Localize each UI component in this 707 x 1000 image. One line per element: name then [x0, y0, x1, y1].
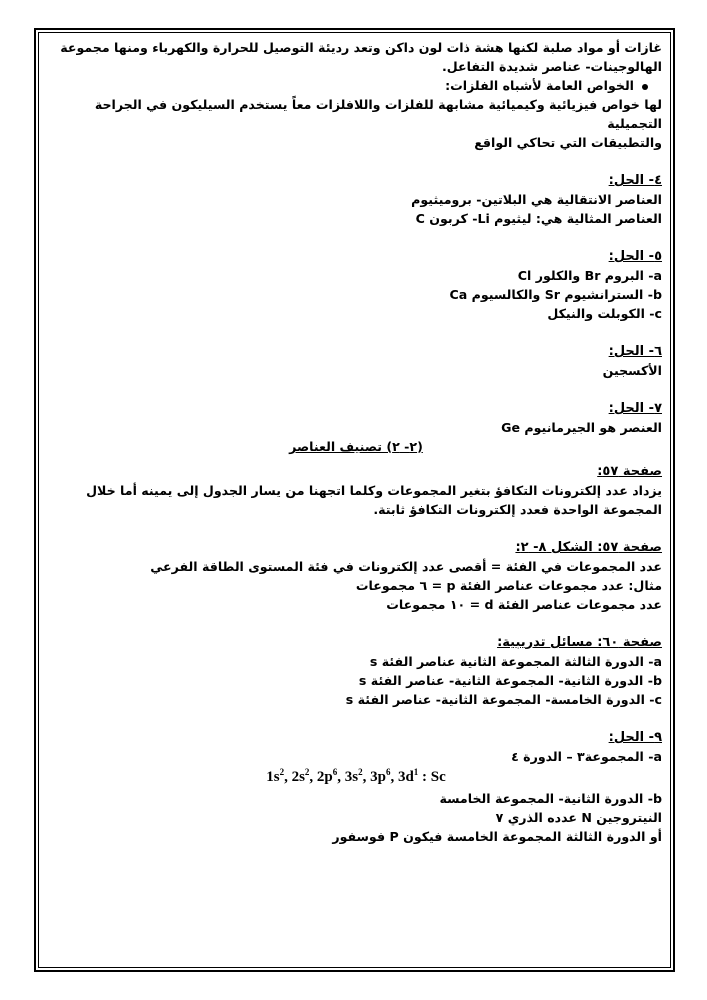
text-line: b- السترانشيوم Sr والكالسيوم Ca — [449, 287, 662, 302]
text-line: a- البروم Br والكلور Cl — [517, 268, 662, 283]
text-line: النيتروجين N عدده الذري ٧ — [495, 810, 662, 825]
text-line: غازات أو مواد صلبة لكنها هشة ذات لون داكن وتعد رديئة التوصيل للحرارة والكهرباء ومنها مجموعة — [60, 40, 662, 55]
text-line: يزداد عدد إلكترونات التكافؤ بتغير المجموعات وكلما اتجهنا من يسار الجدول إلى يمينه أما خلال — [86, 483, 662, 498]
answer-heading-7: ٧- الحل: — [608, 401, 662, 416]
text-line: العناصر المثالية هي: ليثيوم Li- كربون C — [415, 211, 662, 226]
answer-heading-6: ٦- الحل: — [608, 344, 662, 359]
text-line: عدد مجموعات عناصر الفئة d = ١٠ مجموعات — [386, 597, 662, 612]
electron-configuration: $1s^2$, $2s^2$, $2p^6$, $3s^2$, $3p^6$, $3d^1$ : Sc — [266, 767, 446, 785]
text-line: b- الدورة الثانية- المجموعة الثانية- عناصر الفئة s — [358, 673, 662, 688]
text-line: b- الدورة الثانية- المجموعة الخامسة — [439, 791, 662, 806]
answer-heading-5: ٥- الحل: — [608, 249, 662, 264]
bullet-line — [50, 76, 662, 95]
page-heading-60: صفحة ٦٠: مسائل تدريبية: — [497, 635, 662, 650]
text-line: عدد المجموعات في الفئة = أقصى عدد إلكترونات في فئة المستوى الطاقة الفرعي — [150, 559, 662, 574]
page-heading-57-figure: صفحة ٥٧: الشكل ٨- ٢: — [515, 540, 662, 555]
text-line: لها خواص فيزيائية وكيميائية مشابهة للفلزات واللافلزات معاً يستخدم السيليكون في الجراحة التجميلية — [94, 97, 662, 131]
section-title: (٢- ٢) تصنيف العناصر — [289, 439, 423, 454]
text-line: الهالوجينات- عناصر شديدة التفاعل. — [441, 59, 662, 74]
text-line: المجموعة الواحدة فعدد إلكترونات التكافؤ ثابتة. — [373, 502, 662, 517]
bullet-icon — [642, 84, 648, 90]
text-line: مثال: عدد مجموعات عناصر الفئة p = ٦ مجموعات — [355, 578, 662, 593]
text-line: c- الدورة الخامسة- المجموعة الثانية- عناصر الفئة s — [345, 692, 662, 707]
text-line: أو الدورة الثالثة المجموعة الخامسة فيكون P فوسفور — [332, 829, 662, 844]
text-line: c- الكوبلت والنيكل — [547, 306, 662, 321]
page-heading-57: صفحة ٥٧: — [597, 464, 662, 479]
text-line: والتطبيقات التي تحاكي الواقع — [474, 135, 662, 150]
text-line: العنصر هو الجيرمانيوم Ge — [501, 420, 662, 435]
text-line: العناصر الانتقالية هي البلاتين- بروميثيوم — [411, 192, 662, 207]
document-body — [50, 38, 662, 846]
text-line: الأكسجين — [602, 363, 662, 378]
answer-heading-4: ٤- الحل: — [608, 173, 662, 188]
text-line: a- الدورة الثالثة المجموعة الثانية عناصر الفئة s — [369, 654, 662, 669]
bullet-text: الخواص العامة لأشباه الفلزات: — [445, 78, 634, 93]
text-line: a- المجموعة٣ – الدورة ٤ — [511, 749, 662, 764]
answer-heading-9: ٩- الحل: — [608, 730, 662, 745]
